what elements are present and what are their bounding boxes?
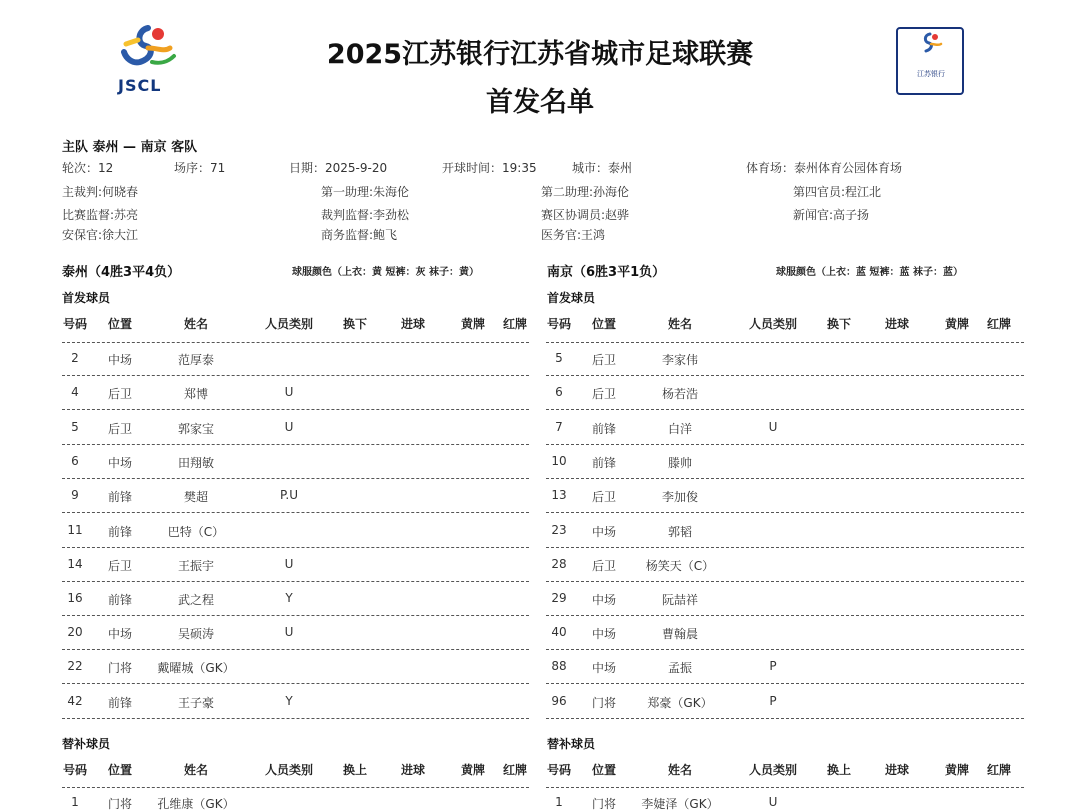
away-starter-cell: 中场 <box>591 593 616 607</box>
home-starter-cell: 42 <box>67 694 83 708</box>
away-subs-col-header: 号码 <box>546 763 571 777</box>
venue-info: 体育场：泰州体育公园体育场 <box>746 161 903 175</box>
away-starter-cell: 门将 <box>591 696 616 710</box>
away-starter-cell: 李加俊 <box>661 490 698 504</box>
official-1-1: 裁判监督:李劲松 <box>321 208 410 222</box>
sequence-info: 场序：71 <box>174 161 226 175</box>
away-subs-col-header: 红牌 <box>986 763 1011 777</box>
official-0-1: 第一助理:朱海伦 <box>321 185 410 199</box>
away-starter-cell: 郭韬 <box>667 525 692 539</box>
home-team-title: 泰州（4胜3平4负） <box>62 265 181 280</box>
official-2-1: 商务监督:鲍飞 <box>321 228 398 242</box>
away-starters-col-header: 换下 <box>826 317 851 331</box>
row-divider <box>62 478 529 479</box>
home-starter-cell: 后卫 <box>107 387 132 401</box>
away-kit-colors: 球服颜色（上衣：蓝 短裤：蓝 袜子：蓝） <box>776 267 963 278</box>
away-sub-cell: U <box>768 795 778 809</box>
away-starter-cell: U <box>768 420 778 434</box>
row-divider <box>546 512 1024 513</box>
away-starter-cell: 前锋 <box>591 422 616 436</box>
away-sub-cell: 李婕泽（GK） <box>641 797 719 811</box>
away-starter-cell: 后卫 <box>591 490 616 504</box>
away-starters-col-header: 黄牌 <box>944 317 969 331</box>
away-starter-cell: 白洋 <box>667 422 692 436</box>
row-divider <box>546 478 1024 479</box>
away-starters-col-header: 进球 <box>884 317 909 331</box>
home-starters-col-header: 姓名 <box>183 317 208 331</box>
home-subs-col-header: 红牌 <box>502 763 527 777</box>
document-title: 2025江苏银行江苏省城市足球联赛 <box>326 39 754 70</box>
away-starters-label: 首发球员 <box>547 291 596 305</box>
home-starter-cell: Y <box>285 694 293 708</box>
away-subs-col-header: 换上 <box>826 763 851 777</box>
kickoff-info: 开球时间：19:35 <box>442 161 537 175</box>
away-starter-cell: P <box>769 659 777 673</box>
home-kit-colors: 球服颜色（上衣：黄 短裤：灰 袜子：黄） <box>292 267 479 278</box>
away-starter-cell: 后卫 <box>591 353 616 367</box>
home-starter-cell: 中场 <box>107 456 132 470</box>
away-starter-cell: 29 <box>551 591 567 605</box>
home-starter-cell: 前锋 <box>107 696 132 710</box>
away-team-title: 南京（6胜3平1负） <box>547 265 666 280</box>
home-starter-cell: P.U <box>280 488 298 502</box>
away-starter-cell: 李家伟 <box>661 353 698 367</box>
document-subtitle: 首发名单 <box>486 87 594 118</box>
away-starter-cell: 40 <box>551 625 567 639</box>
home-starter-cell: 樊超 <box>183 490 208 504</box>
away-subs-col-header: 人员类别 <box>748 763 797 777</box>
home-starter-cell: 9 <box>71 488 79 502</box>
home-starter-cell: 前锋 <box>107 525 132 539</box>
row-divider <box>546 375 1024 376</box>
home-starter-cell: 前锋 <box>107 593 132 607</box>
city-info: 城市：泰州 <box>572 161 633 175</box>
official-2-0: 安保官:徐大江 <box>62 228 139 242</box>
home-starter-cell: 门将 <box>107 661 132 675</box>
away-starters-col-header: 红牌 <box>986 317 1011 331</box>
home-starter-cell: U <box>284 625 294 639</box>
away-starter-cell: 滕帅 <box>667 456 692 470</box>
away-starter-cell: 5 <box>555 351 563 365</box>
home-starter-cell: 4 <box>71 385 79 399</box>
row-divider <box>62 683 529 684</box>
home-starter-cell: U <box>284 385 294 399</box>
away-starter-cell: 曹翰晨 <box>661 627 698 641</box>
home-starters-col-header: 黄牌 <box>460 317 485 331</box>
away-starter-cell: 中场 <box>591 661 616 675</box>
away-subs-col-header: 黄牌 <box>944 763 969 777</box>
row-divider <box>62 718 529 719</box>
home-starters-col-header: 换下 <box>342 317 367 331</box>
home-starters-col-header: 位置 <box>107 317 132 331</box>
sponsor-name: 江苏银行 <box>917 70 945 78</box>
home-starter-cell: U <box>284 420 294 434</box>
home-starter-cell: 戴曜城（GK） <box>157 661 235 675</box>
away-starter-cell: 88 <box>551 659 567 673</box>
row-divider <box>62 409 529 410</box>
away-starters-col-header: 号码 <box>546 317 571 331</box>
away-starters-col-header: 姓名 <box>667 317 692 331</box>
home-starter-cell: 11 <box>67 523 83 537</box>
official-2-2: 医务官:王鸿 <box>541 228 606 242</box>
away-starter-cell: 28 <box>551 557 567 571</box>
away-starter-cell: 7 <box>555 420 563 434</box>
home-starter-cell: 16 <box>67 591 83 605</box>
home-starter-cell: U <box>284 557 294 571</box>
home-sub-cell: 门将 <box>107 797 132 811</box>
away-sub-cell: 门将 <box>591 797 616 811</box>
away-starter-cell: 6 <box>555 385 563 399</box>
row-divider <box>62 444 529 445</box>
row-divider <box>546 683 1024 684</box>
official-0-3: 第四官员:程江北 <box>793 185 882 199</box>
away-subs-col-header: 姓名 <box>667 763 692 777</box>
row-divider <box>546 444 1024 445</box>
home-starters-label: 首发球员 <box>62 291 111 305</box>
teams-line: 主队 泰州 — 南京 客队 <box>62 140 198 155</box>
home-starter-cell: 田翔敏 <box>177 456 214 470</box>
home-starter-cell: 14 <box>67 557 83 571</box>
away-starter-cell: 中场 <box>591 627 616 641</box>
away-starter-cell: 96 <box>551 694 567 708</box>
away-starter-cell: 孟振 <box>667 661 692 675</box>
home-starter-cell: 郭家宝 <box>177 422 214 436</box>
away-starter-cell: 杨若浩 <box>661 387 698 401</box>
home-subs-col-header: 进球 <box>400 763 425 777</box>
row-divider <box>62 615 529 616</box>
official-1-3: 新闻官:高子扬 <box>793 208 870 222</box>
row-divider <box>546 342 1024 343</box>
home-starter-cell: 后卫 <box>107 422 132 436</box>
home-subs-col-header: 姓名 <box>183 763 208 777</box>
home-starter-cell: 吴硕涛 <box>177 627 214 641</box>
row-divider <box>62 649 529 650</box>
away-starter-cell: 23 <box>551 523 567 537</box>
home-sub-cell: 孔维康（GK） <box>157 797 235 811</box>
row-divider <box>546 615 1024 616</box>
away-starter-cell: 10 <box>551 454 567 468</box>
row-divider <box>62 581 529 582</box>
away-starter-cell: 杨笑天（C） <box>645 559 715 573</box>
home-subs-col-header: 黄牌 <box>460 763 485 777</box>
home-subs-label: 替补球员 <box>62 737 111 751</box>
away-starter-cell: 13 <box>551 488 567 502</box>
official-1-2: 赛区协调员:赵骅 <box>541 208 630 222</box>
home-subs-col-header: 换上 <box>342 763 367 777</box>
home-starter-cell: Y <box>285 591 293 605</box>
row-divider <box>546 649 1024 650</box>
away-subs-col-header: 进球 <box>884 763 909 777</box>
row-divider <box>546 787 1024 788</box>
home-starter-cell: 王振宇 <box>177 559 214 573</box>
home-starter-cell: 中场 <box>107 353 132 367</box>
home-starter-cell: 武之程 <box>177 593 214 607</box>
away-starter-cell: 后卫 <box>591 387 616 401</box>
home-subs-col-header: 位置 <box>107 763 132 777</box>
home-subs-col-header: 号码 <box>62 763 87 777</box>
official-0-0: 主裁判:何晓春 <box>62 185 139 199</box>
jscl-logo-text: JSCL <box>118 76 162 95</box>
home-sub-cell: 1 <box>71 795 79 809</box>
away-starter-cell: 后卫 <box>591 559 616 573</box>
row-divider <box>546 547 1024 548</box>
home-starter-cell: 20 <box>67 625 83 639</box>
away-starters-col-header: 位置 <box>591 317 616 331</box>
away-starter-cell: 阮喆祥 <box>661 593 698 607</box>
official-0-2: 第二助理:孙海伦 <box>541 185 630 199</box>
away-starters-col-header: 人员类别 <box>748 317 797 331</box>
home-starter-cell: 郑博 <box>183 387 208 401</box>
sponsor-mascot-icon <box>916 31 944 55</box>
home-starter-cell: 5 <box>71 420 79 434</box>
round-info: 轮次：12 <box>62 161 114 175</box>
row-divider <box>62 512 529 513</box>
row-divider <box>62 375 529 376</box>
away-starter-cell: 中场 <box>591 525 616 539</box>
home-starters-col-header: 进球 <box>400 317 425 331</box>
row-divider <box>546 581 1024 582</box>
home-starter-cell: 后卫 <box>107 559 132 573</box>
home-starter-cell: 前锋 <box>107 490 132 504</box>
home-starter-cell: 中场 <box>107 627 132 641</box>
official-1-0: 比赛监督:苏亮 <box>62 208 139 222</box>
row-divider <box>62 787 529 788</box>
away-sub-cell: 1 <box>555 795 563 809</box>
home-starter-cell: 2 <box>71 351 79 365</box>
home-starters-col-header: 人员类别 <box>264 317 313 331</box>
away-subs-col-header: 位置 <box>591 763 616 777</box>
row-divider <box>62 547 529 548</box>
home-starter-cell: 22 <box>67 659 83 673</box>
away-subs-label: 替补球员 <box>547 737 596 751</box>
jscl-logo-icon <box>118 22 178 74</box>
row-divider <box>546 409 1024 410</box>
home-starter-cell: 巴特（C） <box>167 525 225 539</box>
home-subs-col-header: 人员类别 <box>264 763 313 777</box>
away-starter-cell: P <box>769 694 777 708</box>
home-starter-cell: 范厚泰 <box>177 353 214 367</box>
date-info: 日期：2025-9-20 <box>289 161 388 175</box>
row-divider <box>546 718 1024 719</box>
row-divider <box>62 342 529 343</box>
home-starters-col-header: 红牌 <box>502 317 527 331</box>
away-starter-cell: 郑豪（GK） <box>647 696 713 710</box>
away-starter-cell: 前锋 <box>591 456 616 470</box>
home-starter-cell: 6 <box>71 454 79 468</box>
home-starters-col-header: 号码 <box>62 317 87 331</box>
home-starter-cell: 王子豪 <box>177 696 214 710</box>
